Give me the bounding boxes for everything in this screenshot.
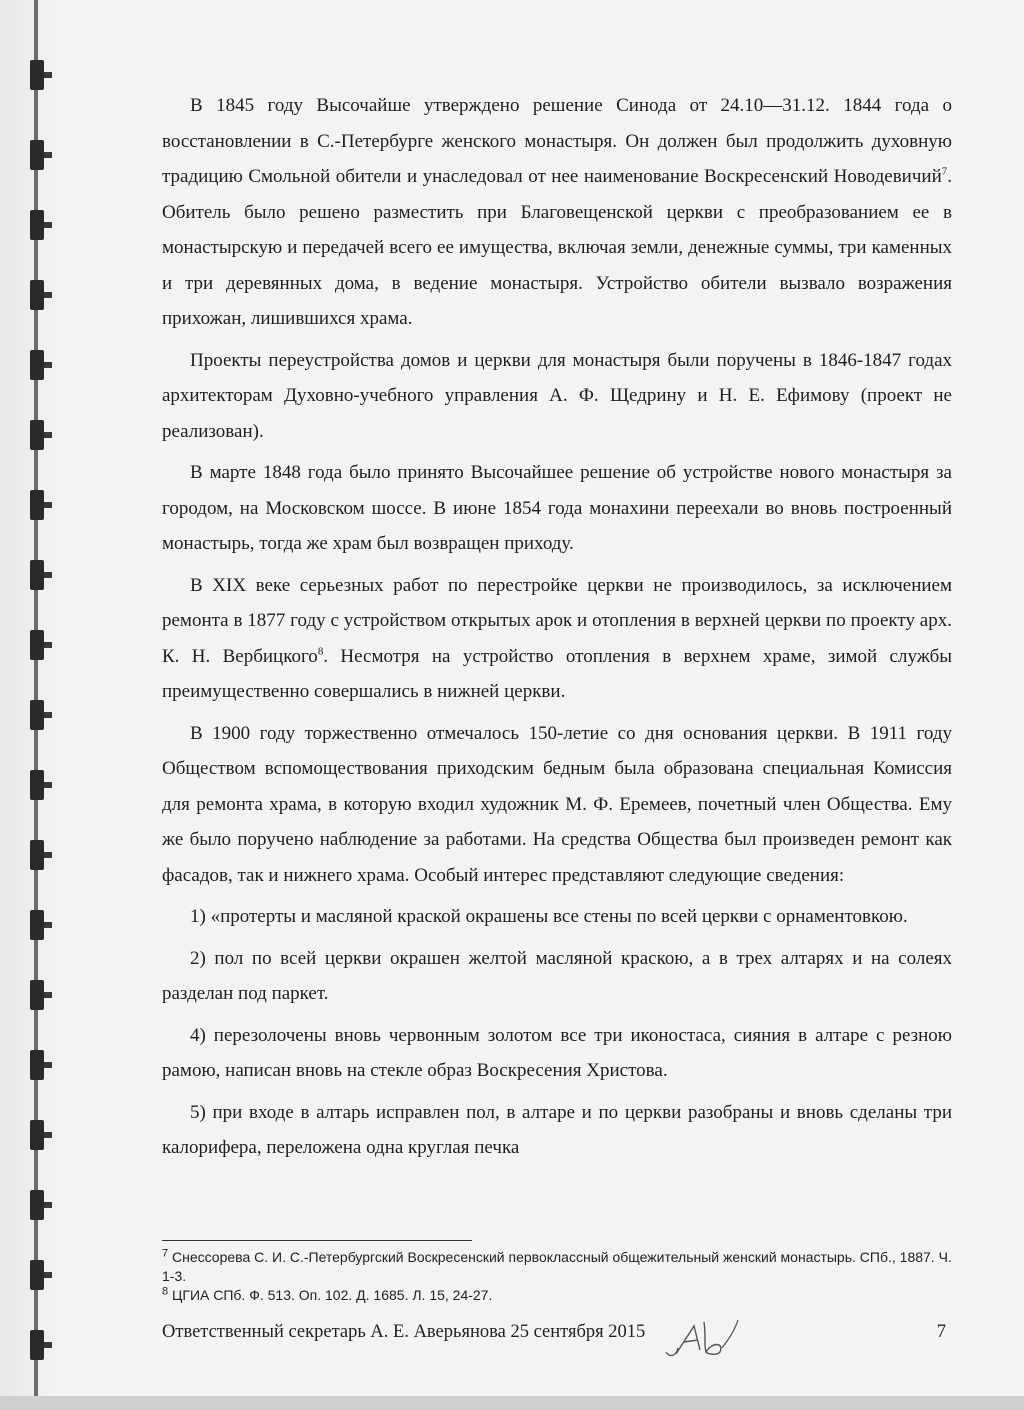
binding-hole [30, 840, 44, 870]
footnote-divider [162, 1240, 472, 1241]
binding-hole [30, 1190, 44, 1220]
binding-hole [30, 1330, 44, 1360]
binding-strip [0, 0, 70, 1410]
binding-hole [30, 350, 44, 380]
binding-hole [30, 490, 44, 520]
binding-hole [30, 1120, 44, 1150]
binding-hole [30, 910, 44, 940]
list-item: 5) при входе в алтарь исправлен пол, в алтаре и по церкви разобраны и вновь сделаны три калорифера, переложена одна круглая печка [162, 1101, 952, 1158]
binding-hole [30, 770, 44, 800]
binding-hole [30, 140, 44, 170]
footnote-ref: 7 [941, 165, 948, 178]
handwritten-signature [660, 1312, 740, 1362]
paragraph: В марте 1848 года было принято Высочайшее решение об устройстве нового монастыря за городом, на Московском шоссе. В июне 1854 года монахини переехали во вновь построенный монастырь, тогда же храм был возвращен приходу. [162, 462, 952, 554]
paragraph: В 1900 году торжественно отмечалось 150-летие со дня основания церкви. В 1911 году Обществом вспомоществования приходским бедным была образована специальная Комиссия для ремонта храма, в которую входил художник М. Ф. Еремеев, почетный член Общества. Ему же было поручено наблюдение за работами. На средства Общества был произведен ремонт как фасадов, так и нижнего храма. Особый интерес представляют следующие сведения: [162, 722, 952, 886]
list-item: 1) «протерты и масляной краской окрашены все стены по всей церкви с орнаментовкою. [190, 906, 908, 927]
binding-hole [30, 700, 44, 730]
paragraph: Проекты переустройства домов и церкви для монастыря были поручены в 1846-1847 годах архитекторам Духовно-учебного управления А. Ф. Щедрину и Н. Е. Ефимову (проект не реализован). [162, 349, 952, 442]
binding-hole [30, 560, 44, 590]
list-item: 4) перезолочены вновь червонным золотом все три иконостаса, сияния в алтаре с резною рамою, написан вновь на стекле образ Воскресения Христова. [162, 1024, 952, 1081]
binding-hole [30, 420, 44, 450]
page-footer [162, 1322, 952, 1343]
binding-hole [30, 980, 44, 1010]
binding-hole [30, 280, 44, 310]
document-body [162, 88, 952, 1166]
list-item: 2) пол по всей церкви окрашен желтой масляной краскою, а в трех алтарях и на солеях разделан под паркет. [162, 947, 952, 1004]
footnote: $^7$ Снессорева С. И. С.-Петербургский Воскресенский первоклассный общежительный женский монастырь. СПб., 1887. Ч. 1-3. [162, 1247, 952, 1284]
page-number: 7 [936, 1322, 946, 1342]
footnote-ref: 8 [317, 645, 324, 658]
footer-text: Ответственный секретарь А. Е. Аверьянова 25 сентября 2015 [162, 1322, 646, 1342]
binding-hole [30, 60, 44, 90]
binding-hole [30, 1260, 44, 1290]
footnote: $^8$ ЦГИА СПб. Ф. 513. Оп. 102. Д. 1685. Л. 15, 24-27. [162, 1285, 493, 1303]
paragraph: В 1845 году Высочайше утверждено решение Синода от 24.10—31.12. 1844 года о восстановлении в С.-Петербурге женского монастыря. Он должен был продолжить духовную традицию Смольной обители и унаследовал от нее наименование Воскресенский Новодевичий$^7$. Обитель было решено разместить при Благовещенской церкви с преобразованием ее в монастырскую и передачей всего ее имущества, включая земли, денежные суммы, три каменных и три деревянных дома, в ведение монастыря. Устройство обители вызвало возражения прихожан, лишившихся храма. [162, 95, 952, 329]
binding-hole [30, 630, 44, 660]
binding-hole [30, 1050, 44, 1080]
binding-hole [30, 210, 44, 240]
paragraph: В XIX веке серьезных работ по перестройке церкви не производилось, за исключением ремонта в 1877 году с устройством открытых арок и отопления в верхней церкви по проекту арх. К. Н. Вербицкого$^8$. Несмотря на устройство отопления в верхнем храме, зимой службы преимущественно совершались в нижней церкви. [162, 574, 953, 702]
footnotes [162, 1248, 952, 1305]
page-edge [0, 1396, 1024, 1410]
